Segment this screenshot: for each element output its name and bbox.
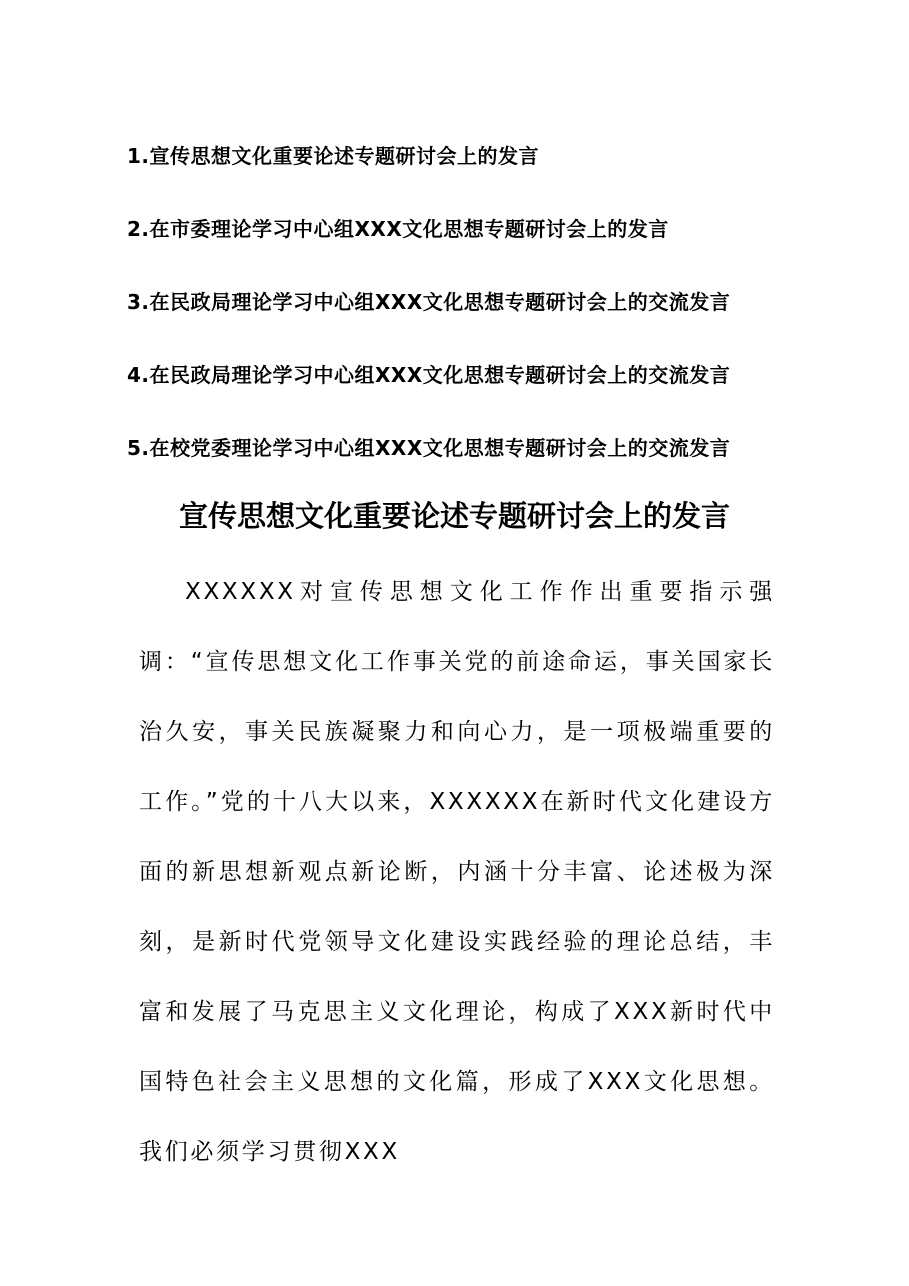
toc-item-5: 5.在校党委理论学习中心组XXX文化思想专题研讨会上的交流发言	[127, 436, 731, 460]
toc-item-4: 4.在民政局理论学习中心组XXX文化思想专题研讨会上的交流发言	[127, 363, 731, 387]
document-title: 宣传思想文化重要论述专题研讨会上的发言	[178, 499, 730, 533]
toc-item-1: 1.宣传思想文化重要论述专题研讨会上的发言	[127, 144, 540, 168]
toc-item-2: 2.在市委理论学习中心组XXX文化思想专题研讨会上的发言	[127, 217, 669, 241]
body-paragraph: XXXXXX对宣传思想文化工作作出重要指示强调：“宣传思想文化工作事关党的前途命运，事关国家长治久安，事关民族凝聚力和向心力，是一项极端重要的工作。”党的十八大以来，XXXXXX在新时代文化建设方面的新思想新观点新论断，内涵十分丰富、论述极为深刻，是新时代党领导文化建设实践经验的理论总结，丰富和发展了马克思主义文化理论，构成了XXX新时代中国特色社会主义思想的文化篇，形成了XXX文化思想。我们必须学习贯彻XXX	[139, 579, 775, 1165]
toc-item-3: 3.在民政局理论学习中心组XXX文化思想专题研讨会上的交流发言	[127, 290, 731, 314]
